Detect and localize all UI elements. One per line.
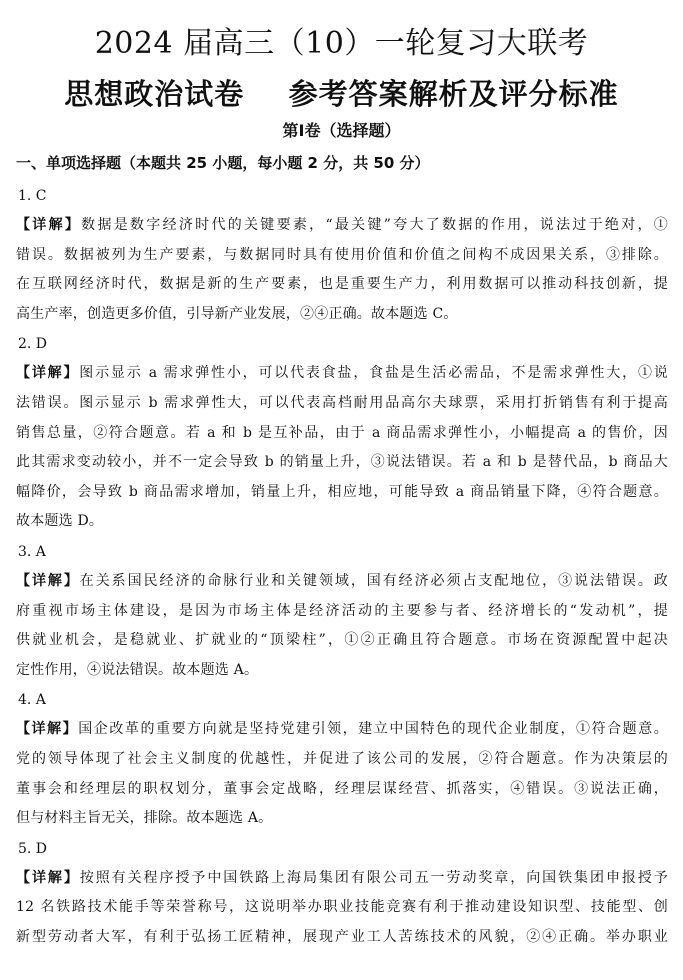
explanation-line (16, 241, 668, 271)
explanation-text: 定性作用，④说法错误。故本题选 A。 (16, 661, 259, 678)
explanation-line (16, 893, 668, 923)
section-heading: 一、单项选择题（本题共 25 小题，每小题 2 分，共 50 分） (16, 154, 430, 172)
question-number: 2. D (18, 336, 48, 353)
explanation-line (16, 745, 668, 775)
explanation-line (16, 419, 668, 449)
part-title: 第Ⅰ卷（选择题） (282, 121, 401, 140)
explanation-text: 法错误。图示显示 b 需求弹性大，可以代表高档耐用品高尔夫球票，采用打折销售有利于提高 (16, 394, 668, 411)
explanation-line (16, 567, 668, 597)
detail-tag: 【详解】 (16, 217, 82, 233)
explanation-line (16, 211, 668, 241)
question-number: 3. A (18, 543, 46, 560)
explanation-text: 图示显示 a 需求弹性小，可以代表食盐，食盐是生活必需品，不是需求弹性大，①说 (79, 365, 668, 382)
explanation-text: 按照有关程序授予中国铁路上海局集团有限公司五一劳动奖章，向国铁集团申报授予 (79, 869, 668, 886)
explanation-line (16, 389, 668, 419)
explanation-line (16, 448, 668, 478)
explanation-line (16, 270, 668, 300)
question-number: 5. D (18, 840, 48, 857)
answer-list (16, 181, 668, 952)
explanation-line (16, 478, 668, 508)
explanation-text: 数据是数字经济时代的关键要素，“最关键”夸大了数据的作用，说法过于绝对，① (81, 217, 668, 233)
question-number: 1. C (18, 188, 47, 204)
question-number: 4. A (18, 692, 46, 709)
explanation-text: 董事会和经理层的职权划分，董事会定战略，经理层谋经营、抓落实，④错误。③说法正确， (16, 780, 668, 797)
detail-tag: 【详解】 (16, 869, 80, 886)
explanation-text: 幅降价，会导致 b 商品需求增加，销量上升，相应地，可能导致 a 商品销量下降，④符合题意。 (16, 483, 668, 500)
explanation-line (16, 923, 668, 953)
explanation-line (16, 775, 668, 805)
explanation-text: 高生产率，创造更多价值，引导新产业发展，②④正确。故本题选 C。 (16, 305, 458, 322)
explanation-line (16, 626, 668, 656)
explanation-line (16, 864, 668, 894)
detail-tag: 【详解】 (16, 572, 80, 589)
explanation-text: 此其需求变动较小，并不一定会导致 b 的销量上升，③说法错误。若 a 和 b 是替代品，b 商品大 (16, 454, 668, 471)
explanation-line (16, 656, 668, 686)
explanation-text: 错误。数据被列为生产要素，与数据同时具有使用价值和价值之间构不成因果关系，③排除。 (16, 246, 668, 263)
explanation-text: 12 名铁路技术能手等荣誉称号，这说明举办职业技能竞赛有利于推动建设知识型、技能型、创 (16, 899, 668, 916)
explanation-line (16, 715, 668, 745)
explanation-text: 供就业机会，是稳就业、扩就业的“顶梁柱”，①②正确且符合题意。市场在资源配置中起决 (16, 632, 668, 649)
explanation-text: 国企改革的重要方向就是坚持党建引领，建立中国特色的现代企业制度，①符合题意。 (78, 721, 668, 738)
explanation-text: 府重视市场主体建设，是因为市场主体是经济活动的主要参与者、经济增长的“发动机”，提 (16, 602, 668, 619)
explanation-line (16, 804, 668, 834)
explanation-text: 新型劳动者大军，有利于弘扬工匠精神，展现产业工人苦练技术的风貌，②④正确。举办职业 (16, 928, 668, 945)
detail-tag: 【详解】 (16, 365, 80, 382)
explanation-line (16, 507, 668, 537)
explanation-line (16, 359, 668, 389)
explanation-text: 销售总量，②符合题意。若 a 和 b 是互补品，由于 a 商品需求弹性小，小幅提高 a 的售价，因 (16, 424, 668, 441)
explanation-line (16, 597, 668, 627)
document-title: 2024 届高三（10）一轮复习大联考 (94, 26, 589, 61)
explanation-text: 但与材料主旨无关，排除。故本题选 A。 (16, 810, 273, 827)
detail-tag: 【详解】 (16, 721, 79, 738)
explanation-text: 在互联网经济时代，数据是新的生产要素，也是重要生产力，利用数据可以推动科技创新，提 (16, 276, 668, 293)
explanation-text: 故本题选 D。 (16, 513, 104, 530)
document-subtitle: 思想政治试卷 参考答案解析及评分标准 (64, 77, 619, 111)
explanation-text: 在关系国民经济的命脉行业和关键领域，国有经济必须占支配地位，③说法错误。政 (79, 572, 668, 589)
explanation-text: 党的领导体现了社会主义制度的优越性，并促进了该公司的发展，②符合题意。作为决策层的 (16, 750, 668, 767)
explanation-line (16, 300, 668, 330)
